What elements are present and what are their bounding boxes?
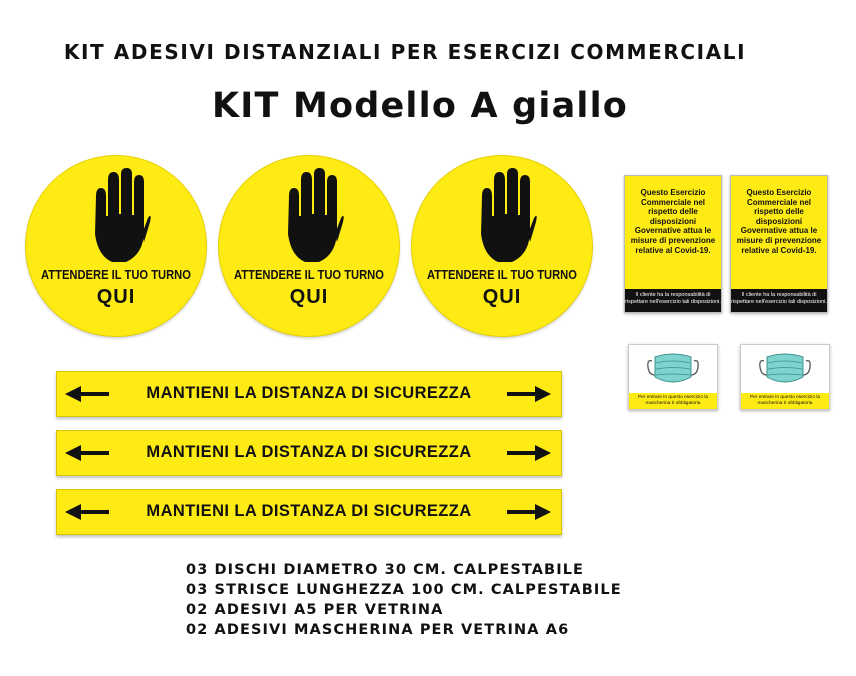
kit-contents-item: 03 DISCHI DIAMETRO 30 CM. CALPESTABILE [186,562,585,578]
raised-hand-icon [281,168,345,264]
kit-contents-list [186,560,622,640]
raised-hand-icon [474,168,538,264]
face-mask-icon [647,349,699,387]
a5-window-sign [730,175,828,313]
strip-message: MANTIENI LA DISTANZA DI SICUREZZA [146,384,472,402]
floor-disc-sticker [26,156,206,336]
a5-sign-text: Questo Esercizio Commerciale nel rispetto delle disposizioni Governative attua le misure di prevenzione relative al Covid-19. [736,188,822,255]
disc-message: ATTENDERE IL TUO TURNO [234,267,384,282]
a6-sign-footer: Per entrare in questo esercizio la mascherina è obbligatoria [741,393,829,409]
strip-message: MANTIENI LA DISTANZA DI SICUREZZA [146,502,472,520]
arrow-left-icon [65,502,109,522]
a6-mask-sign [740,344,830,410]
arrow-right-icon [507,443,551,463]
a5-sign-footer: Il cliente ha la responsabilità di rispettare nell'esercizio tali disposizioni. [625,289,721,312]
arrow-right-icon [507,384,551,404]
disc-qui-label: QUI [96,286,136,308]
arrow-left-icon [65,384,109,404]
strip-message: MANTIENI LA DISTANZA DI SICUREZZA [146,443,472,461]
disc-message: ATTENDERE IL TUO TURNO [41,267,191,282]
disc-qui-label: QUI [289,286,329,308]
distance-strip-sticker [56,371,562,417]
a5-sign-text: Questo Esercizio Commerciale nel rispetto delle disposizioni Governative attua le misure di prevenzione relative al Covid-19. [630,188,716,255]
a5-sign-footer: Il cliente ha la responsabilità di rispettare nell'esercizio tali disposizioni. [731,289,827,312]
kit-contents-item: 03 STRISCE LUNGHEZZA 100 CM. CALPESTABILE [186,582,622,598]
arrow-right-icon [507,502,551,522]
disc-message: ATTENDERE IL TUO TURNO [427,267,577,282]
distance-strip-sticker [56,489,562,535]
kit-contents-item: 02 ADESIVI MASCHERINA PER VETRINA A6 [186,622,570,638]
floor-disc-sticker [219,156,399,336]
a6-sign-footer: Per entrare in questo esercizio la mascherina è obbligatoria [629,393,717,409]
face-mask-icon [759,349,811,387]
kit-contents-item: 02 ADESIVI A5 PER VETRINA [186,602,444,618]
model-title: KIT Modello A giallo [211,86,629,126]
disc-qui-label: QUI [482,286,522,308]
distance-strip-sticker [56,430,562,476]
raised-hand-icon [88,168,152,264]
floor-disc-sticker [412,156,592,336]
arrow-left-icon [65,443,109,463]
a6-mask-sign [628,344,718,410]
a5-window-sign [624,175,722,313]
kit-title: KIT ADESIVI DISTANZIALI PER ESERCIZI COMMERCIALI [63,40,747,64]
